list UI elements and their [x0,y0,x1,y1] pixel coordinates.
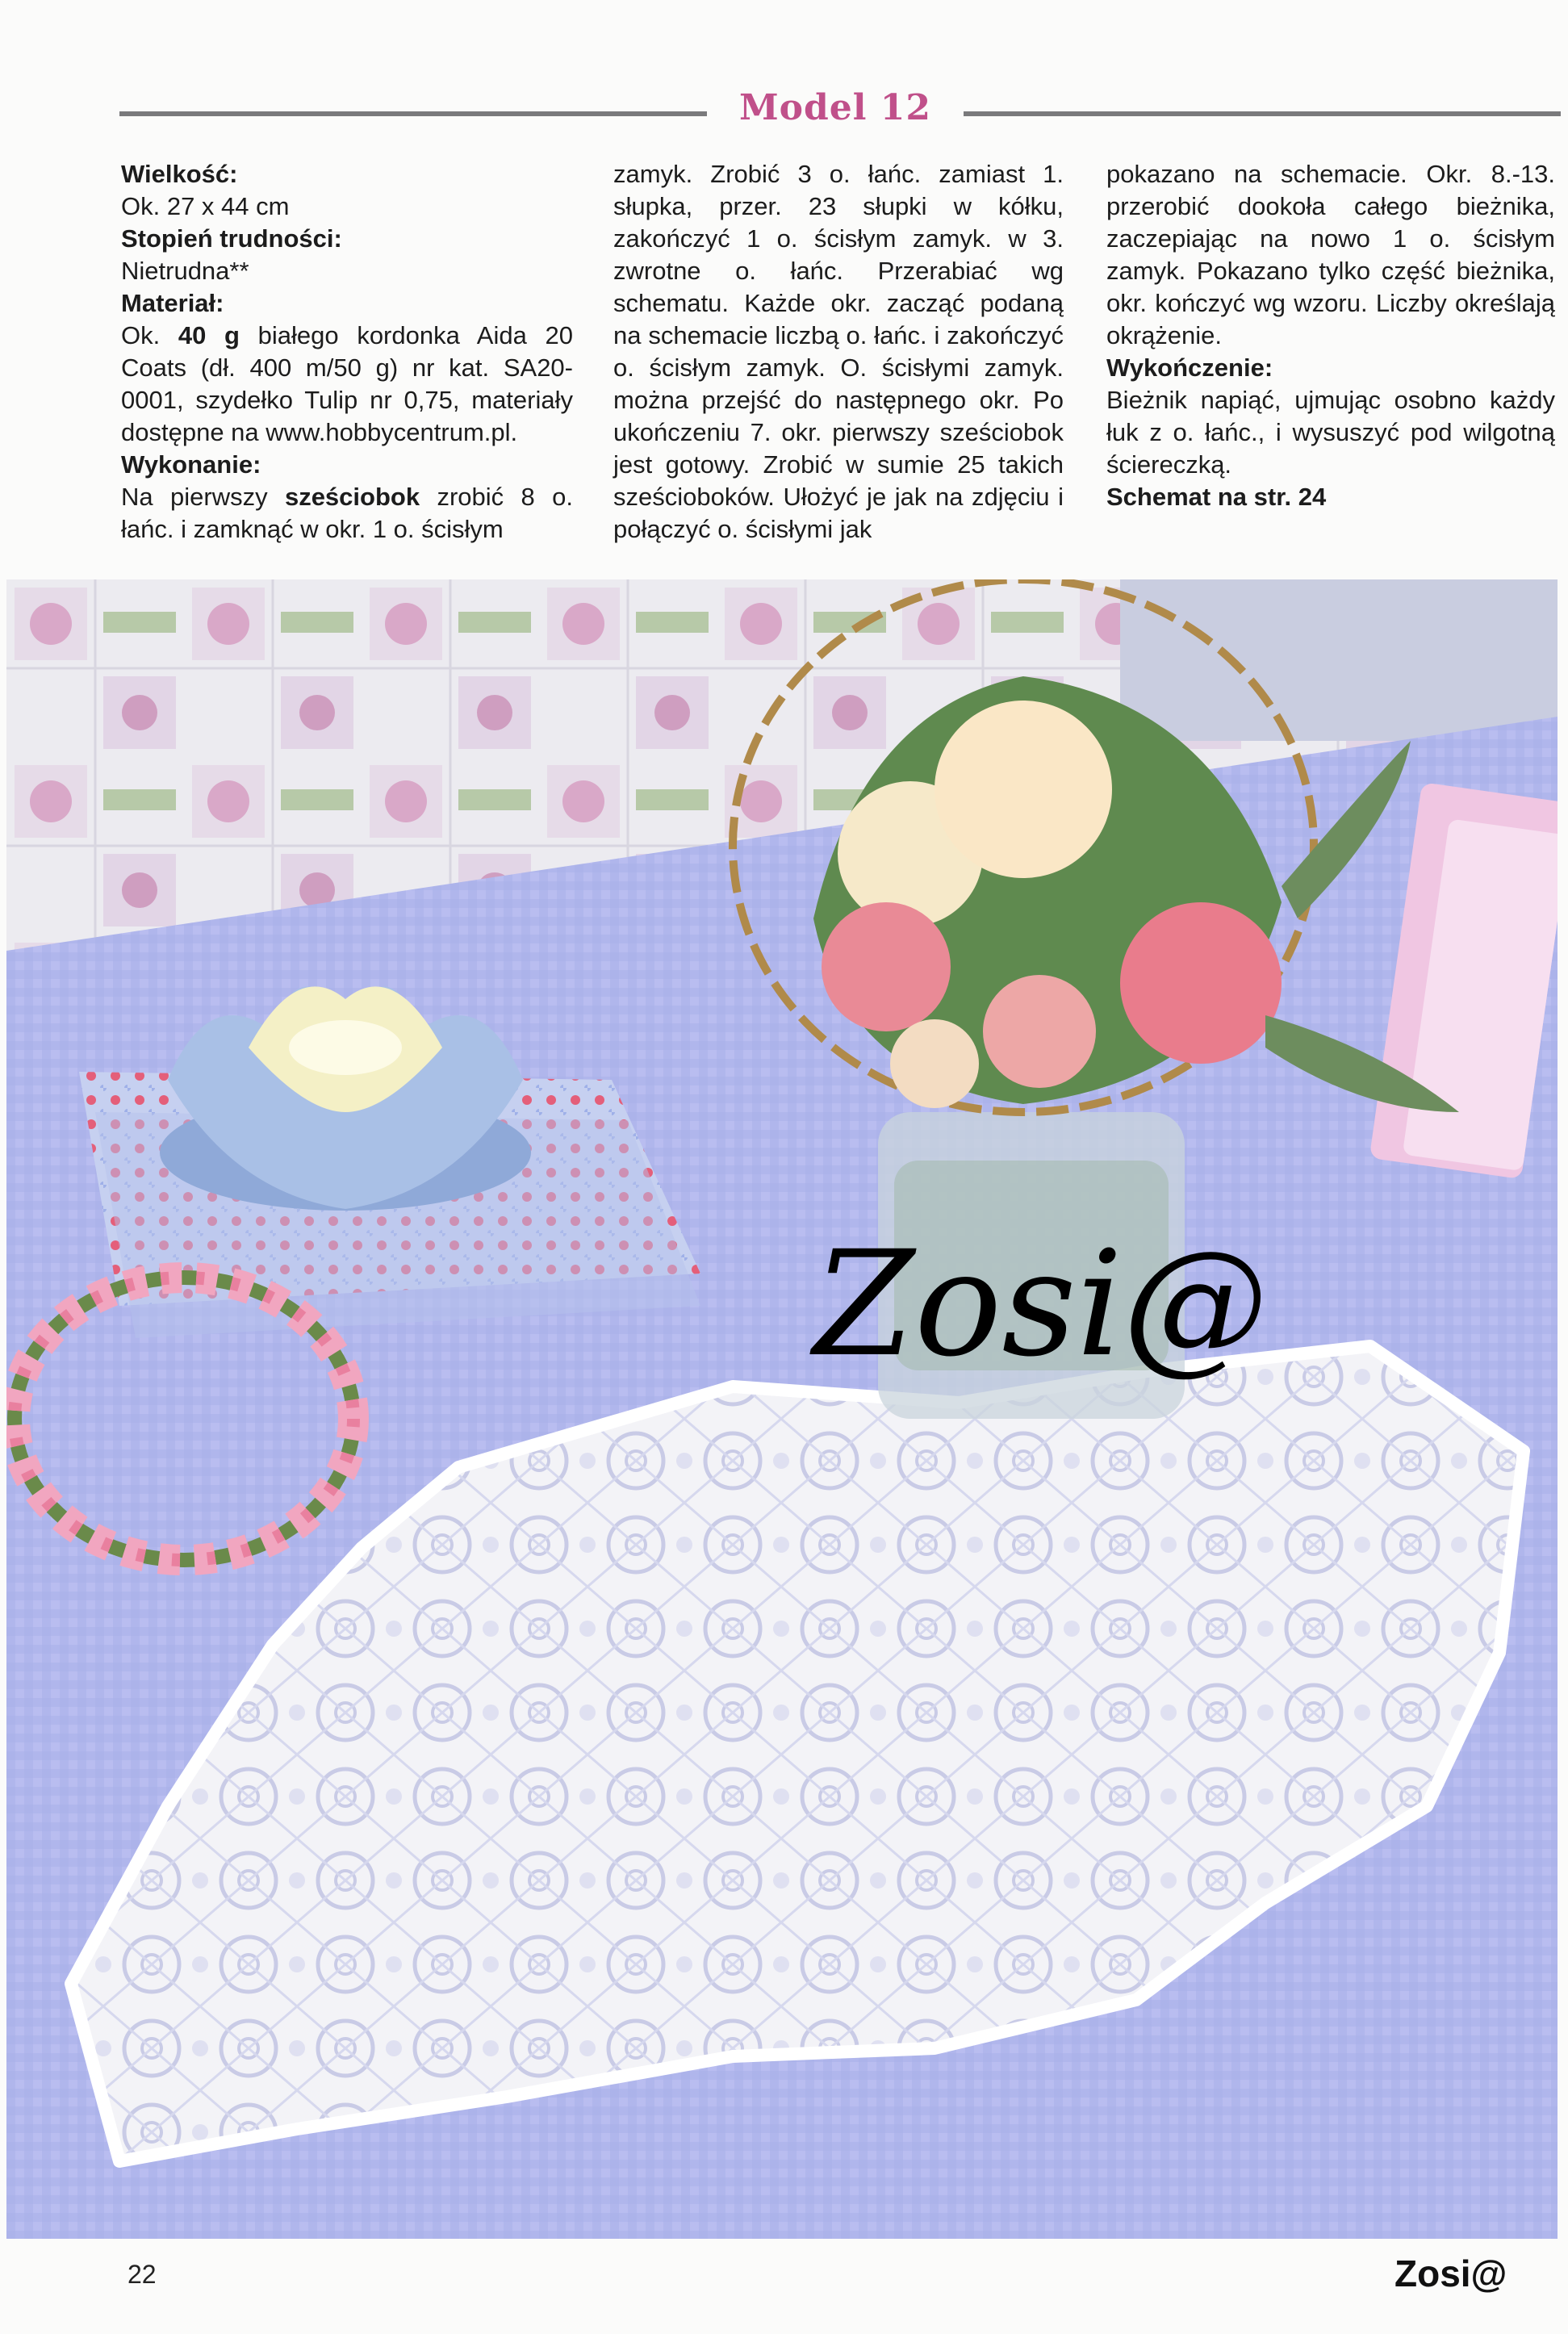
difficulty-label: Stopień trudności: [121,224,342,253]
instructions-text: zamyk. Zrobić 3 o. łańc. zamiast 1. słupka, przer. 23 słupki w kółku, zakończyć 1 o. ścisłym zamyk. w 3. zwrotne o. łańc. Przerabiać wg schematu. Każde okr. zacząć podaną na schemacie liczbą o. łańc. i zakończyć o. ścisłym zamyk. O. ścisłymi zamyk. można przejść do następnego okr. Po ukończeniu 7. okr. pierwszy sześciobok jest gotowy. Zrobić w sumie 25 takich sześcioboków. Ułożyć je jak na zdjęciu i połączyć o. ścisłymi jak [613,160,1064,543]
material-text: białego kordonka Aida 20 Coats (dł. 400 m/50 g) nr kat. SA20-0001, szydełko Tulip nr 0,75, materiały dostępne na www.hobbycentrum.pl. [121,321,573,446]
schema-reference: Schemat na str. 24 [1106,483,1327,511]
material-amount: 40 g [178,321,240,349]
execution-bold: sześciobok [284,483,420,511]
header-rule-right [964,111,1561,116]
finishing-label: Wykończenie: [1106,353,1273,382]
text-column-3 [1106,158,1555,513]
page-title: Model 12 [738,87,932,128]
material-paragraph [121,320,573,449]
instructions-continued: pokazano na schemacie. Okr. 8.-13. przerobić dookoła całego bieżnika, zaczepiając na nowo 1 o. ścisłym zamyk. Pokazano tylko część bieżnika, okr. kończyć wg wzoru. Liczby określają okrążenie. [1106,160,1555,349]
wall-background [1120,579,1558,741]
header-rule-left [119,111,707,116]
finishing-text: Bieżnik napiąć, ujmując osobno każdy łuk z o. łańc., i wysuszyć pod wilgotną ściereczką. [1106,386,1555,479]
difficulty-value: Nietrudna** [121,257,249,285]
lotus-candle-holder [160,986,531,1211]
size-label: Wielkość: [121,160,238,188]
photo-illustration [6,579,1558,2239]
size-value: Ok. 27 x 44 cm [121,192,290,220]
material-label: Materiał: [121,289,224,317]
execution-paragraph [121,481,573,546]
material-prefix: Ok. [121,321,161,349]
text-column-2 [613,158,1064,546]
photo-watermark: Zosi@ [813,1220,1269,1389]
text-column-1 [121,158,573,546]
page-number: 22 [128,2260,157,2289]
brand-signature: Zosi@ [1394,2252,1507,2294]
execution-text: zrobić 8 o. łańc. i zamknąć w okr. 1 o. ścisłym [121,483,573,543]
execution-label: Wykonanie: [121,450,261,479]
product-photo [6,579,1558,2239]
execution-prefix: Na pierwszy [121,483,268,511]
